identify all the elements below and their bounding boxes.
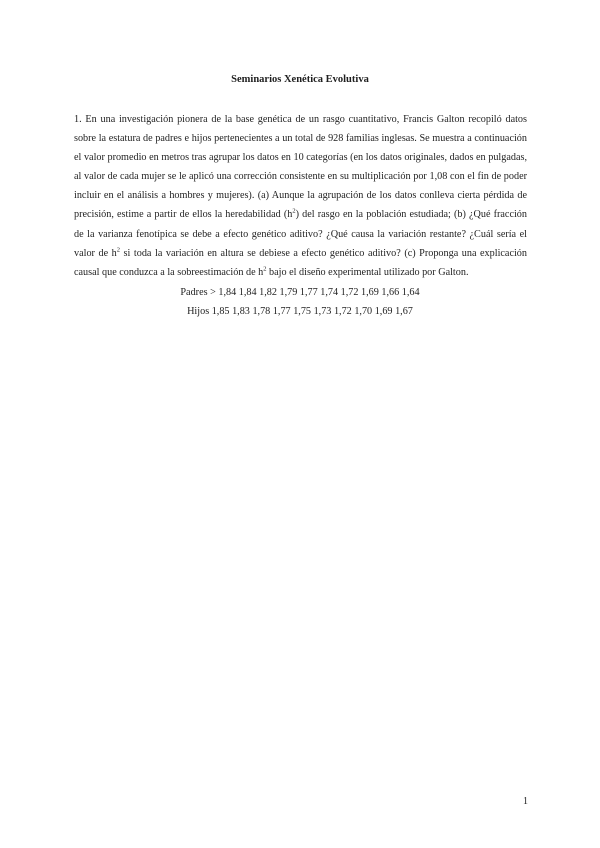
page-title: Seminarios Xenética Evolutiva — [231, 74, 369, 85]
paragraph-text-part-2: ) del rasgo en la población estudiada; (b) ¿Qué fracción de la varianza fenotípica se debe a efecto genético aditivo? ¿Qué causa la variación restante? ¿Cuál sería el valor de h — [74, 209, 527, 259]
paragraph-text-part-4: bajo el diseño experimental utilizado por Galton. — [266, 266, 469, 278]
superscript-2: 2 — [116, 246, 120, 254]
superscript-2: 2 — [292, 208, 296, 216]
page-number: 1 — [523, 796, 528, 807]
paragraph-text-part-3: si toda la variación en altura se debiese a efecto genético aditivo? (c) Proponga una explicación causal que conduzca a la sobreestimación de h — [74, 247, 527, 278]
exercise-paragraph — [74, 110, 527, 282]
paragraph-text-part-1: 1. En una investigación pionera de la base genética de un rasgo cuantitativo, Francis Galton recopiló datos sobre la estatura de padres e hijos pertenecientes a un total de 928 familias inglesas. Se muestra a continuación el valor promedio en metros tras agrupar los datos en 10 categorías (en los datos originales, dados en pulgadas, al valor de cada mujer se le aplicó una corrección consistente en su multiplicación por 1,08 con el fin de poder incluir en el análisis a hombres y mujeres). (a) Aunque la agrupación de los datos conlleva cierta pérdida de precisión, estime a partir de ellos la heredabilidad (h — [74, 114, 527, 221]
superscript-2: 2 — [263, 265, 267, 273]
padres-data-line: Padres > 1,84 1,84 1,82 1,79 1,77 1,74 1,72 1,69 1,66 1,64 — [180, 287, 420, 298]
hijos-data-line: Hijos 1,85 1,83 1,78 1,77 1,75 1,73 1,72 1,70 1,69 1,67 — [187, 306, 413, 317]
